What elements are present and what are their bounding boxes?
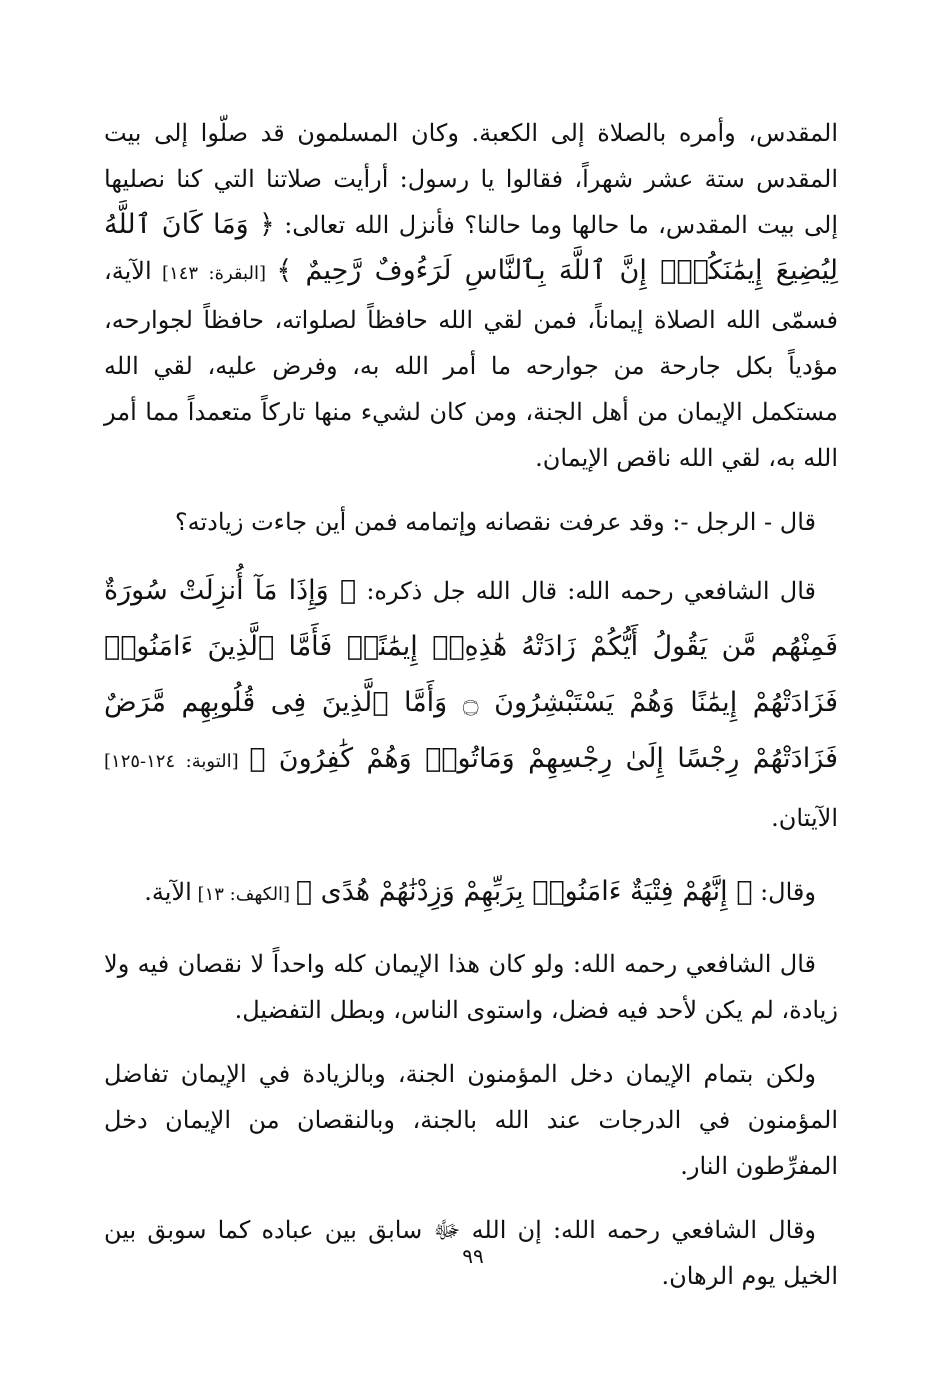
paragraph-text: الآيتان. (771, 804, 838, 832)
paragraph-text: قال - الرجل -: وقد عرفت نقصانه وإتمامه فمن أين جاءت زيادته؟ (174, 508, 816, 536)
verse-reference: [التوبة: ١٢٤-١٢٥] (104, 751, 250, 772)
paragraph-text: وقال: (752, 878, 816, 906)
paragraph-text: قال الشافعي رحمه الله: قال الله جل ذكره: (356, 577, 816, 605)
quran-verse: ﴿ وَإِذَا مَآ أُنزِلَتْ سُورَةٌ فَمِنْهُم مَّن يَقُولُ أَيُّكُمْ زَادَتْهُ هَٰذِهِۦٓ إِيمَٰنًاۚ فَأَمَّا ٱلَّذِينَ ءَامَنُوا۟ فَزَادَتْهُمْ إِيمَٰنًا وَهُمْ يَسْتَبْشِرُونَ ۝ وَأَمَّا ٱلَّذِينَ فِى قُلُوبِهِم مَّرَضٌ فَزَادَتْهُمْ رِجْسًا إِلَىٰ رِجْسِهِمْ وَمَاتُوا۟ وَهُمْ كَٰفِرُونَ ﴾ (104, 575, 838, 774)
verse-reference: [البقرة: ١٤٣] (151, 263, 277, 284)
paragraph-text: ولكن بتمام الإيمان دخل المؤمنون الجنة، وبالزيادة في الإيمان تفاضل المؤمنون في الدرجات عند الله بالجنة، وبالنقصان من الإيمان دخل المفرِّطون النار. (104, 1060, 838, 1180)
paragraph-text: المقدس، وأمره بالصلاة إلى الكعبة. وكان المسلمون قد صلّوا إلى بيت المقدس ستة عشر شهراً، فقالوا يا رسول: أرأيت صلاتنا التي كنا نصليها إلى بيت المقدس، ما حالها وما حالنا؟ فأنزل الله تعالى: (104, 119, 838, 239)
quran-verse: ﴿ إِنَّهُمْ فِتْيَةٌ ءَامَنُوا۟ بِرَبِّهِمْ وَزِدْنَٰهُمْ هُدًى ﴾ (295, 876, 753, 907)
verse-reference: [الكهف: ١٣] (191, 884, 296, 905)
paragraph-prayer-as-faith (104, 110, 838, 481)
paragraph-text: الآية، فسمّى الله الصلاة إيماناً، فمن لقي الله حافظاً لصلواته، حافظاً لجوارحه، مؤدياً بكل جارحة من جوارحه ما أمر الله به، وفرض عليه، لقي الله مستكمل الإيمان من أهل الجنة، ومن كان لشيء منها تاركاً متعمداً مما أمر الله به، لقي الله ناقص الإيمان. (104, 257, 838, 472)
paragraph-no-increase (104, 941, 838, 1033)
paragraph-kahf-verse (104, 864, 838, 923)
paragraph-text: قال الشافعي رحمه الله: ولو كان هذا الإيمان كله واحداً لا نقصان فيه ولا زيادة، لم يكن لأحد فيه فضل، واستوى الناس، وبطل التفضيل. (104, 950, 838, 1024)
paragraph-text: الآية. (144, 878, 192, 906)
page-number: ٩٩ (462, 1244, 484, 1268)
paragraph-completeness (104, 1051, 838, 1189)
paragraph-tawbah-verses (104, 563, 838, 846)
quran-verse: ﴿ وَمَا كَانَ ٱللَّهُ لِيُضِيعَ إِيمَٰنَكُمْۚ إِنَّ ٱللَّهَ بِٱلنَّاسِ لَرَءُوفٌ رَّحِيمٌ ﴾ (104, 209, 839, 286)
page-body (104, 110, 838, 1317)
paragraph-text: وقال الشافعي رحمه الله: إن الله ﷻ سابق بين عباده كما سوبق بين الخيل يوم الرهان. (104, 1216, 838, 1290)
paragraph-question (104, 499, 838, 545)
